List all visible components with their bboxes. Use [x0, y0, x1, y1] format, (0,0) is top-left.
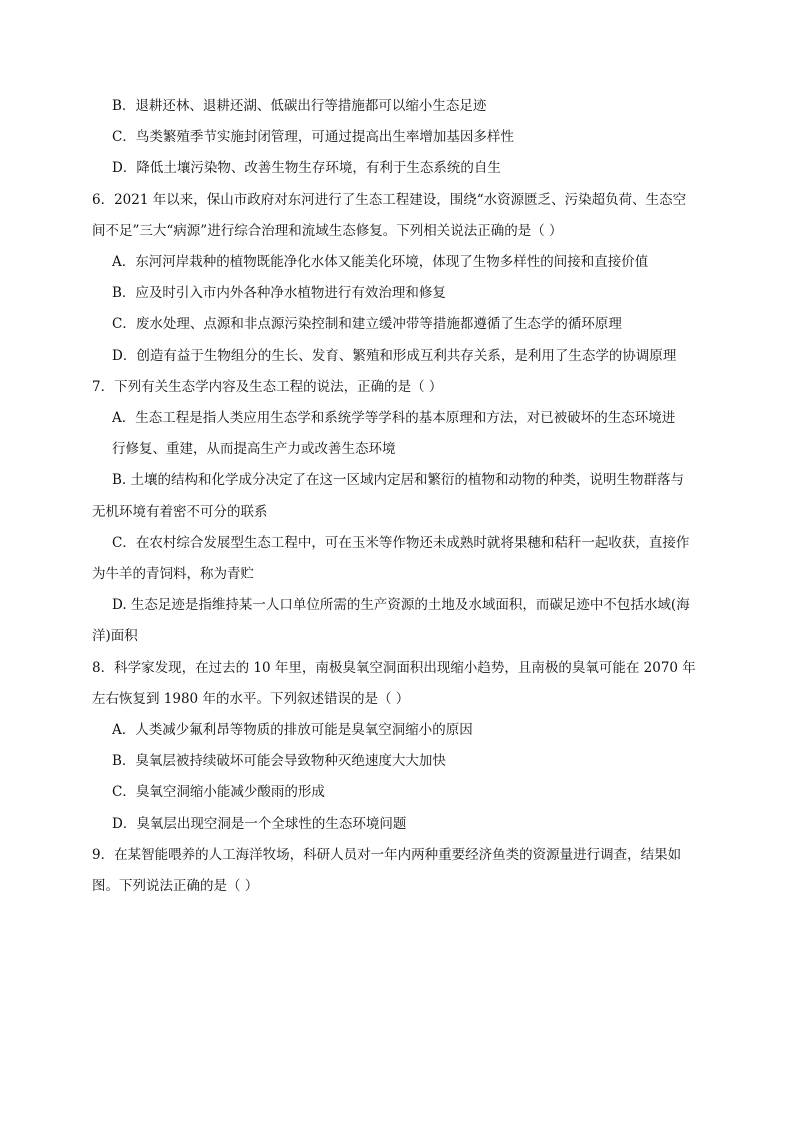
q6-stem-line-2: 间不足”三大“病源”进行综合治理和流域生态修复。下列相关说法正确的是（ ） [92, 222, 563, 239]
q7-option-c-line-1: C．在农村综合发展型生态工程中，可在玉米等作物还未成熟时就将果穗和秸秆一起收获，直接作 [112, 534, 690, 551]
q8-stem-line-2: 左右恢复到 1980 年的水平。下列叙述错误的是（ ） [92, 690, 410, 707]
q7-stem: 7．下列有关生态学内容及生态工程的说法，正确的是（ ） [92, 378, 443, 395]
q7-option-d-line-1: D. 生态足迹是指维持某一人口单位所需的生产资源的土地及水域面积，而碳足迹中不包括水域(海 [112, 597, 690, 614]
q5-option-b: B．退耕还林、退耕还湖、低碳出行等措施都可以缩小生态足迹 [112, 98, 487, 114]
q5-option-d: D．降低土壤污染物、改善生物生存环境，有利于生态系统的自生 [112, 160, 501, 177]
q7-option-b-line-1: B. 土壤的结构和化学成分决定了在这一区域内定居和繁衍的植物和动物的种类，说明生物群落与 [112, 472, 685, 489]
q8-option-a: A．人类减少氟利昂等物质的排放可能是臭氧空洞缩小的原因 [112, 722, 473, 739]
q7-option-a-line-2: 行修复、重建，从而提高生产力或改善生态环境 [112, 441, 396, 458]
q6-option-b: B．应及时引入市内外各种净水植物进行有效治理和修复 [112, 285, 446, 302]
q9-stem-line-1: 9．在某智能喂养的人工海洋牧场，科研人员对一年内两种重要经济鱼类的资源量进行调查，结果如 [92, 846, 682, 863]
q7-option-c-line-2: 为牛羊的青饲料，称为青贮 [92, 566, 254, 583]
q7-option-a-line-1: A．生态工程是指人类应用生态学和系统学等学科的基本原理和方法，对已被破坏的生态环境进 [112, 410, 676, 427]
q8-stem-line-1: 8．科学家发现，在过去的 10 年里，南极臭氧空洞面积出现缩小趋势，且南极的臭氧可能在 2070 年 [92, 659, 696, 676]
q6-stem-line-1: 6．2021 年以来，保山市政府对东河进行了生态工程建设，围绕“水资源匮乏、污染超负荷、生态空 [92, 191, 687, 208]
q8-option-c: C．臭氧空洞缩小能减少酸雨的形成 [112, 784, 325, 801]
q8-option-d: D．臭氧层出现空洞是一个全球性的生态环境问题 [112, 815, 407, 832]
q7-option-d-line-2: 洋)面积 [92, 628, 138, 645]
question-8 [92, 653, 714, 840]
q9-stem-line-2: 图。下列说法正确的是（ ） [92, 878, 259, 895]
q6-option-a: A．东河河岸栽种的植物既能净化水体又能美化环境，体现了生物多样性的间接和直接价值 [112, 254, 649, 271]
q8-option-b: B．臭氧层被持续破坏可能会导致物种灭绝速度大大加快 [112, 753, 446, 770]
q6-option-c: C．废水处理、点源和非点源污染控制和建立缓冲带等措施都遵循了生态学的循环原理 [112, 316, 622, 333]
q6-option-d: D．创造有益于生物组分的生长、发育、繁殖和形成互利共存关系，是利用了生态学的协调原理 [112, 347, 677, 364]
question-5-tail [92, 91, 714, 185]
question-6 [92, 185, 714, 372]
q7-option-b-line-2: 无机环境有着密不可分的联系 [92, 503, 268, 520]
question-9 [92, 840, 714, 902]
q5-option-c: C．鸟类繁殖季节实施封闭管理，可通过提高出生率增加基因多样性 [112, 129, 514, 146]
question-7 [92, 372, 714, 653]
